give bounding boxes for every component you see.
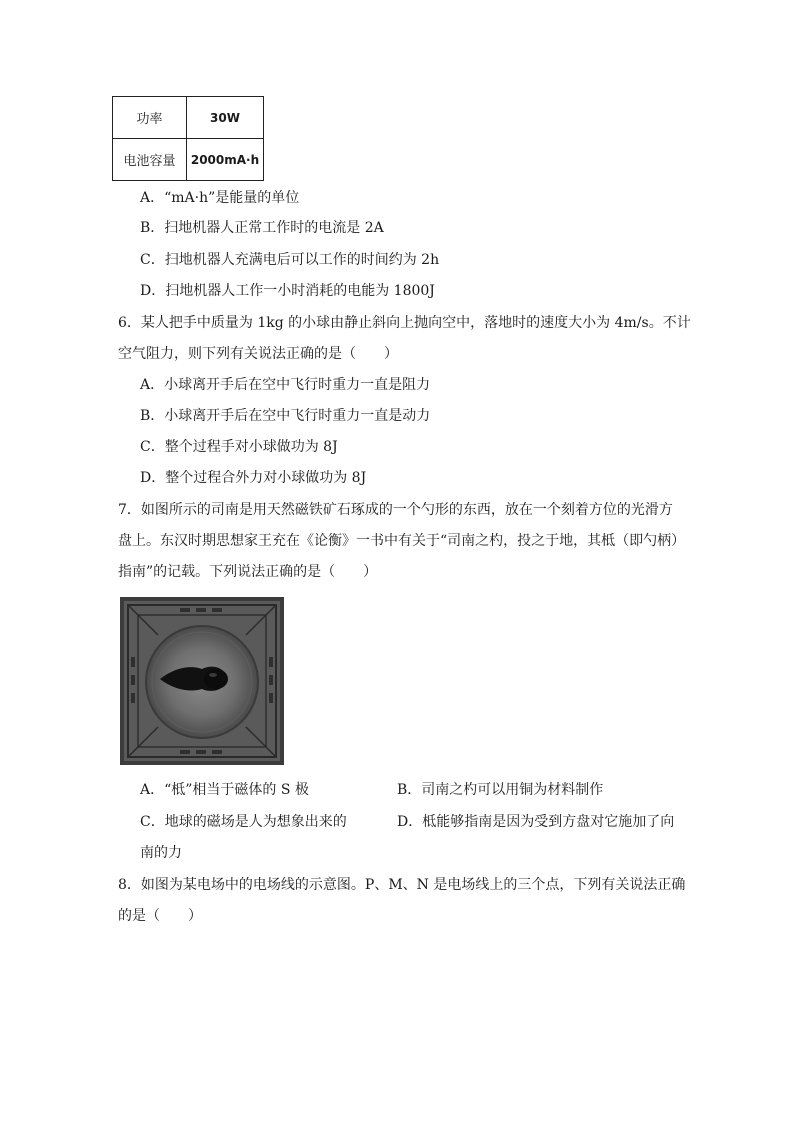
q5-option-a: A．“mA·h”是能量的单位 bbox=[140, 190, 300, 206]
spec-key: 电池容量 bbox=[113, 139, 187, 181]
q7-option-c: C．地球的磁场是人为想象出来的 bbox=[140, 814, 347, 830]
table-row bbox=[113, 97, 264, 139]
q6-stem-line-1: 6．某人把手中质量为 1kg 的小球由静止斜向上抛向空中，落地时的速度大小为 4m/s。不计 bbox=[118, 315, 691, 331]
spec-key: 功率 bbox=[113, 97, 187, 139]
spec-table bbox=[112, 96, 264, 181]
table-row bbox=[113, 139, 264, 181]
q6-option-b: B．小球离开手后在空中飞行时重力一直是动力 bbox=[140, 408, 431, 424]
q6-stem-line-2: 空气阻力，则下列有关说法正确的是（ ） bbox=[118, 346, 398, 362]
q7-stem-line-2: 盘上。东汉时期思想家王充在《论衡》一书中有关于“司南之杓，投之于地，其柢（即勺柄） bbox=[118, 533, 686, 549]
spec-value: 2000mA·h bbox=[187, 139, 264, 181]
q5-option-d: D．扫地机器人工作一小时消耗的电能为 1800J bbox=[140, 283, 435, 299]
q7-option-d-continued: 南的力 bbox=[140, 845, 182, 861]
sinan-compass-image bbox=[120, 597, 284, 765]
q6-option-a: A．小球离开手后在空中飞行时重力一直是阻力 bbox=[140, 377, 431, 393]
spec-value: 30W bbox=[187, 97, 264, 139]
q6-option-d: D．整个过程合外力对小球做功为 8J bbox=[140, 470, 367, 486]
q5-option-c: C．扫地机器人充满电后可以工作的时间约为 2h bbox=[140, 252, 440, 268]
q7-option-b: B．司南之杓可以用铜为材料制作 bbox=[397, 782, 604, 798]
q7-option-a: A．“柢”相当于磁体的 S 极 bbox=[140, 782, 309, 798]
q8-stem-line-2: 的是（ ） bbox=[118, 908, 202, 924]
q7-stem-line-3: 指南”的记载。下列说法正确的是（ ） bbox=[118, 564, 378, 580]
q6-option-c: C．整个过程手对小球做功为 8J bbox=[140, 439, 338, 455]
q8-stem-line-1: 8．如图为某电场中的电场线的示意图。P、M、N 是电场线上的三个点，下列有关说法正确 bbox=[118, 877, 686, 893]
q7-stem-line-1: 7．如图所示的司南是用天然磁铁矿石琢成的一个勺形的东西，放在一个刻着方位的光滑方 bbox=[118, 502, 673, 518]
q7-option-d: D．柢能够指南是因为受到方盘对它施加了向 bbox=[397, 814, 675, 830]
q5-option-b: B．扫地机器人正常工作时的电流是 2A bbox=[140, 220, 384, 236]
